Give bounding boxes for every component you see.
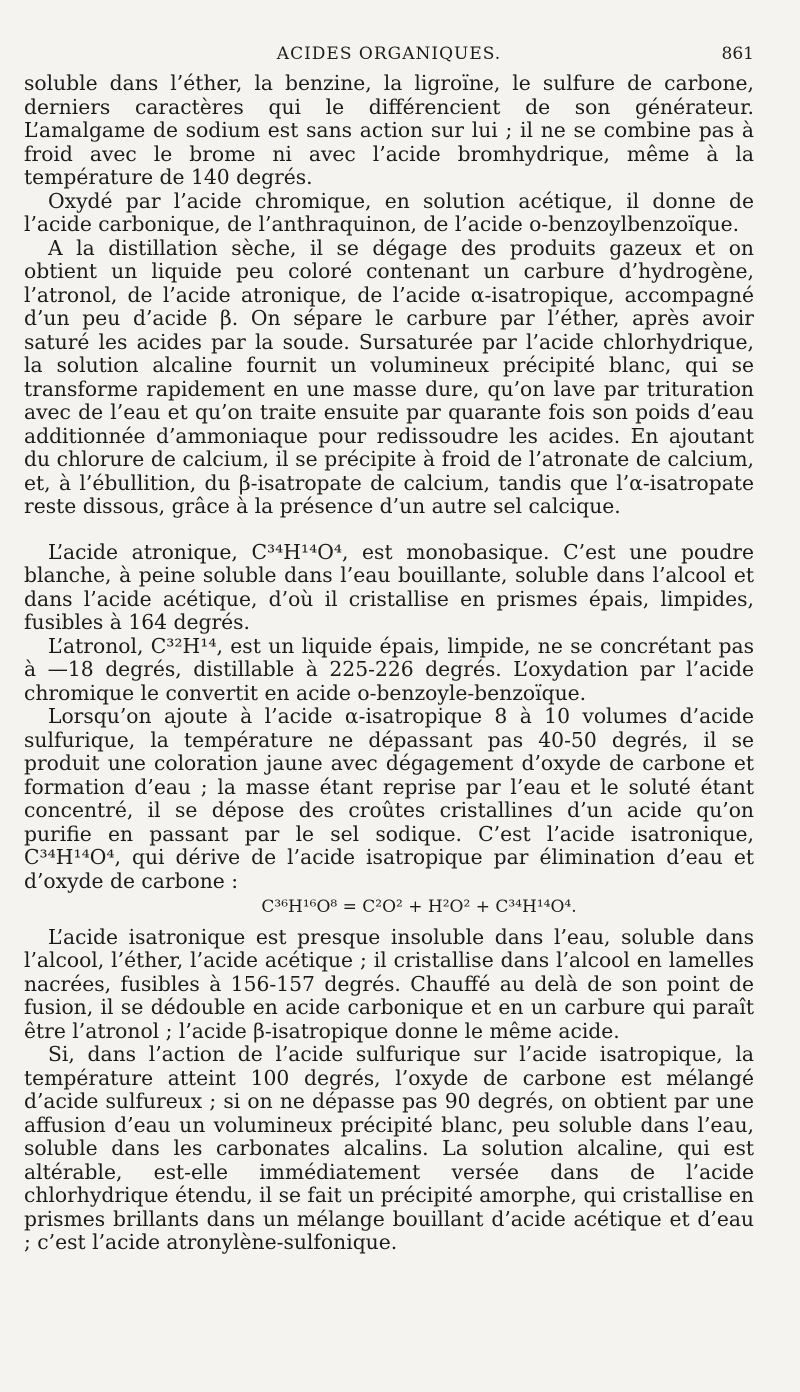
page-header <box>24 44 754 68</box>
page-body <box>24 72 754 1255</box>
paragraph-isatronic-acid: L’acide isatronique est presque insoluble dans l’eau, soluble dans l’alcool, l’éther, l’acide acétique ; il cristallise dans l’alcool en lamelles nacrées, fusibles à 156-157 degrés. Chauffé au delà de son point de fusion, il se dédouble en acide carbonique et en un carbure qui paraît être l’atronol ; l’acide β-isatropique donne le même acide. <box>24 924 754 1043</box>
page-number: 861 <box>721 44 754 64</box>
paragraph-atronol: L’atronol, C³²H¹⁴, est un liquide épais, limpide, ne se concrétant pas à —18 degrés, distillable à 225-226 degrés. L’oxydation par l’acide chromique le convertit en acide o-benzoyle-benzoïque. <box>24 633 754 705</box>
paragraph-continuation: soluble dans l’éther, la benzine, la ligroïne, le sulfure de carbone, derniers caractères qui le différencient de son générateur. L’amalgame de sodium est sans action sur lui ; il ne se combine pas à froid avec le brome ni avec l’acide bromhydrique, même à la température de 140 degrés. <box>24 71 754 189</box>
paragraph-isatronic-formation: Lorsqu’on ajoute à l’acide α-isatropique 8 à 10 volumes d’acide sulfurique, la température ne dépassant pas 40-50 degrés, il se produit une coloration jaune avec dégagement d’oxyde de carbone et formation d’eau ; la masse étant reprise par l’eau et le soluté étant concentré, il se dépose des croûtes cristallines d’un acide qu’on purifie en passant par le sel sodique. C’est l’acide isatronique, C³⁴H¹⁴O⁴, qui dérive de l’acide isatropique par élimination d’eau et d’oxyde de carbone : <box>24 704 754 893</box>
paragraph-sulfonic-acid: Si, dans l’action de l’acide sulfurique sur l’acide isatropique, la température atteint 100 degrés, l’oxyde de carbone est mélangé d’acide sulfureux ; si on ne dépasse pas 90 degrés, on obtient par une affusion d’eau un volumineux précipité blanc, peu soluble dans l’eau, soluble dans les carbonates alcalins. La solution alcaline, qui est altérable, est-elle immédiatement versée dans de l’acide chlorhydrique étendu, il se fait un précipité amorphe, qui cristallise en prismes brillants dans un mélange bouillant d’acide acétique et d’eau ; c’est l’acide atronylène-sulfonique. <box>24 1042 754 1254</box>
chemical-equation: C³⁶H¹⁶O⁸ = C²O² + H²O² + C³⁴H¹⁴O⁴. <box>261 897 577 917</box>
paragraph-oxidation: Oxydé par l’acide chromique, en solution acétique, il donne de l’acide carbonique, de l’anthraquinon, de l’acide o-benzoylbenzoïque. <box>24 188 754 236</box>
paragraph-distillation: A la distillation sèche, il se dégage des produits gazeux et on obtient un liquide peu coloré contenant un carbure d’hydrogène, l’atronol, de l’acide atronique, de l’acide α-isatropique, accompagné d’un peu d’acide β. On sépare le carbure par l’éther, après avoir saturé les acides par la soude. Sursaturée par l’acide chlorhydrique, la solution alcaline fournit un volumineux précipité blanc, qui se transforme rapidement en une masse dure, qu’on lave par trituration avec de l’eau et qu’on traite ensuite par quarante fois son poids d’eau additionnée d’ammoniaque pour redissoudre les acides. En ajoutant du chlorure de calcium, il se précipite à froid de l’atronate de calcium, et, à l’ébullition, du β-isatropate de calcium, tandis que l’α-isatropate reste dissous, grâce à la présence d’un autre sel calcique. <box>24 235 754 518</box>
running-head: ACIDES ORGANIQUES. <box>276 44 502 64</box>
paragraph-atronic-acid: L’acide atronique, C³⁴H¹⁴O⁴, est monobasique. C’est une poudre blanche, à peine soluble dans l’eau bouillante, soluble dans l’alcool et dans l’acide acétique, d’où il cristallise en prismes épais, limpides, fusibles à 164 degrés. <box>24 539 754 634</box>
